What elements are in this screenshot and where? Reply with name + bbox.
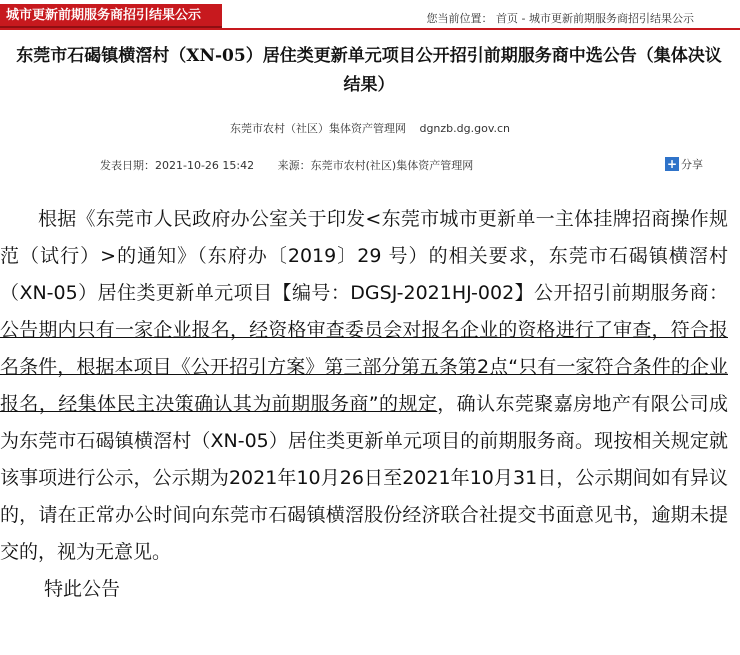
- site-name: 东莞市农村（社区）集体资产管理网: [229, 122, 406, 135]
- source-value: 东莞市农村(社区)集体资产管理网: [310, 159, 474, 172]
- site-url: dgnzb.dg.gov.cn: [419, 122, 511, 135]
- body-text-part1: 根据《东莞市人民政府办公室关于印发<东莞市城市更新单一主体挂牌招商操作规范（试行）>的通知》（东府办〔2019〕29 号）的相关要求，东莞市石碣镇横滘村（XN-05）居住类更新单元项目【编号：DGSJ-2021HJ-002】公开招引前期服务商：: [0, 208, 728, 304]
- body-paragraph: [0, 201, 728, 571]
- source-label: 来源：: [277, 159, 311, 172]
- source: [278, 159, 474, 172]
- article-title: 东莞市石碣镇横滘村（XN-05）居住类更新单元项目公开招引前期服务商中选公告（集体决议结果）: [16, 46, 722, 95]
- section-tab[interactable]: 城市更新前期服务商招引结果公示: [0, 4, 222, 28]
- breadcrumb-label: 您当前位置：: [426, 12, 493, 25]
- share-plus-icon: +: [666, 157, 678, 171]
- article-meta: [100, 157, 493, 173]
- share-button[interactable]: [665, 156, 703, 172]
- publish-date: [100, 159, 254, 172]
- breadcrumb-home-link[interactable]: 首页: [496, 12, 519, 25]
- breadcrumb-separator: -: [518, 12, 529, 25]
- breadcrumb-current-link[interactable]: 城市更新前期服务商招引结果公示: [529, 12, 694, 25]
- publish-date-value: 2021-10-26 15:42: [155, 159, 255, 172]
- body-text-part2: ，确认东莞聚嘉房地产有限公司成为东莞市石碣镇横滘村（XN-05）居住类更新单元项目的前期服务商。现按相关规定就该事项进行公示，公示期为2021年10月26日至2021年10月31日，公示期间如有异议的，请在正常办公时间向东莞市石碣镇横滘股份经济联合社提交书面意见书，逾期未提交的，视为无意见。: [0, 393, 728, 563]
- site-info: [0, 120, 740, 136]
- breadcrumb: [427, 10, 694, 26]
- closing-line: 特此公告: [44, 578, 121, 600]
- article-body: [0, 201, 728, 608]
- top-divider: [0, 28, 740, 30]
- body-text-underlined: 公告期内只有一家企业报名，经资格审查委员会对报名企业的资格进行了审查，符合报名条件，根据本项目《公开招引方案》第三部分第五条第2点“只有一家符合条件的企业报名，经集体民主决策确认其为前期服务商”的规定: [0, 319, 728, 415]
- top-bar: [0, 0, 740, 34]
- share-label: 分享: [681, 158, 703, 171]
- publish-date-label: 发表日期：: [100, 159, 155, 172]
